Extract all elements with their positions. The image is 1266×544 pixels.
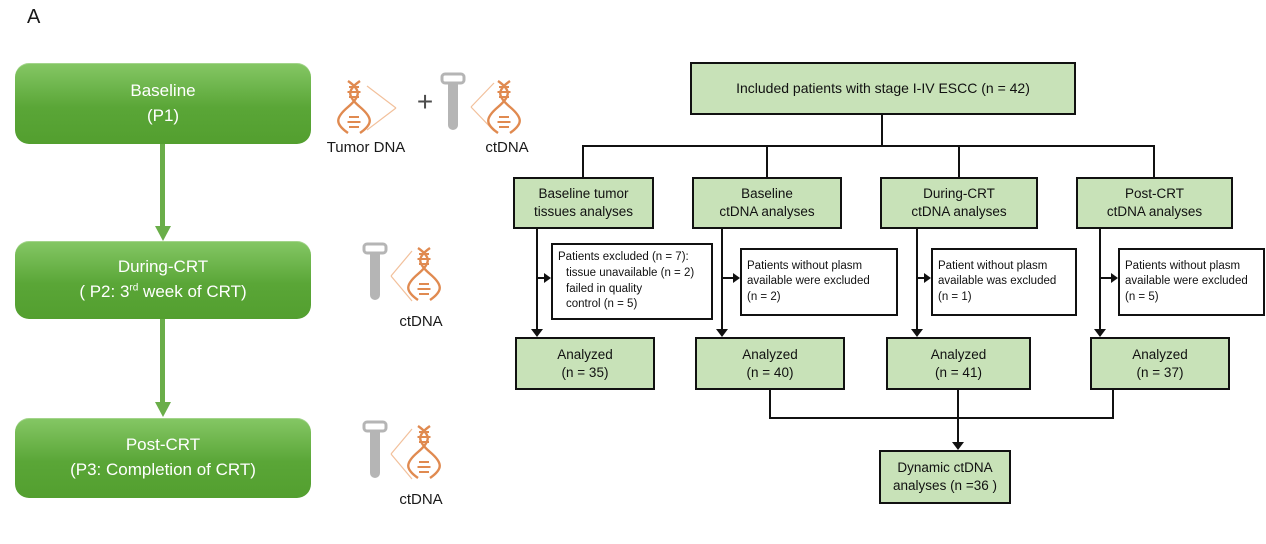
sequencing-fan-lines — [366, 82, 398, 134]
flow-top-box — [690, 62, 1076, 115]
phase-subtitle: (P3: Completion of CRT) — [70, 460, 256, 479]
sample-label-tumor-dna: Tumor DNA — [326, 139, 406, 156]
plus-sign: + — [416, 86, 434, 117]
test-tube-icon — [360, 420, 390, 486]
phase-title: During-CRT — [117, 257, 209, 277]
dna-helix-icon — [412, 246, 436, 302]
branch-header-box — [513, 177, 654, 229]
analyzed-line: (n = 41) — [935, 364, 982, 380]
arrowhead-down — [911, 329, 923, 337]
analyzed-box — [515, 337, 655, 390]
test-tube-icon — [360, 242, 390, 308]
connector-line — [582, 145, 584, 177]
exclusion-box — [1118, 248, 1265, 316]
connector-line — [916, 229, 918, 330]
branch-header-line: Baseline — [741, 186, 793, 202]
analyzed-line: (n = 40) — [746, 364, 794, 380]
sequencing-fan-lines — [390, 248, 414, 304]
branch-header-box — [1076, 177, 1233, 229]
flow-top-box-text: Included patients with stage I-IV ESCC (n = 42) — [736, 80, 1030, 97]
sequencing-fan-lines — [390, 426, 414, 482]
branch-header-line: tissues analyses — [533, 204, 634, 219]
timeline-arrow-shaft — [160, 319, 165, 403]
connector-line — [582, 145, 1155, 147]
dynamic-analyses-line: Dynamic ctDNA — [897, 460, 993, 476]
connector-line — [1153, 145, 1155, 177]
connector-line — [881, 115, 883, 146]
arrowhead-right — [924, 273, 931, 283]
exclusion-line: control (n = 5) — [566, 298, 638, 311]
panel-label: A — [27, 6, 41, 28]
branch-header-line: Baseline tumor — [538, 186, 629, 202]
exclusion-line: Patient without plasm — [938, 259, 1048, 272]
exclusion-line: (n = 2) — [747, 290, 781, 303]
exclusion-line: failed in quality — [566, 282, 643, 295]
connector-line — [1112, 390, 1114, 419]
exclusion-box — [551, 243, 713, 320]
analyzed-line: Analyzed — [557, 346, 613, 362]
analyzed-box — [1090, 337, 1230, 390]
exclusion-line: Patients without plasm — [747, 259, 863, 272]
analyzed-line: (n = 37) — [1136, 364, 1184, 380]
connector-line — [721, 229, 723, 330]
phase-box-post-crt — [15, 418, 311, 498]
analyzed-line: (n = 35) — [561, 364, 609, 380]
exclusion-line: available were excluded — [1125, 275, 1248, 288]
phase-title: Baseline — [130, 80, 196, 100]
timeline-arrow-head — [155, 226, 171, 241]
dna-helix-icon — [492, 79, 516, 135]
analyzed-box — [695, 337, 845, 390]
dynamic-analyses-line: analyses (n =36 ) — [893, 478, 997, 493]
connector-line — [957, 390, 959, 442]
branch-header-line: ctDNA analyses — [911, 204, 1007, 219]
exclusion-box — [740, 248, 898, 316]
connector-line — [769, 390, 771, 419]
timeline-arrow-shaft — [160, 144, 165, 227]
phase-title: Post-CRT — [125, 435, 201, 455]
connector-line — [769, 417, 1114, 419]
phase-box-during-crt — [15, 241, 311, 319]
branch-header-box — [692, 177, 842, 229]
analyzed-line: Analyzed — [1132, 346, 1188, 362]
connector-line — [958, 145, 960, 177]
exclusion-line: (n = 5) — [1125, 290, 1159, 303]
timeline-arrow-head — [155, 402, 171, 417]
dynamic-analyses-box — [879, 450, 1011, 504]
arrowhead-down — [1094, 329, 1106, 337]
connector-line — [766, 145, 768, 177]
sample-label-ctdna: ctDNA — [485, 139, 529, 156]
exclusion-line: available was excluded — [938, 275, 1057, 288]
exclusion-line: (n = 1) — [938, 290, 972, 303]
phase-box-baseline — [15, 63, 311, 144]
arrowhead-down — [952, 442, 964, 450]
exclusion-line: available were excluded — [747, 275, 870, 288]
test-tube-icon — [438, 72, 468, 138]
phase-subtitle: (P1) — [146, 105, 180, 125]
branch-header-box — [880, 177, 1038, 229]
exclusion-line: Patients without plasm — [1125, 259, 1241, 272]
sample-label-ctdna: ctDNA — [399, 491, 443, 508]
analyzed-box — [886, 337, 1031, 390]
branch-header-line: During-CRT — [923, 186, 995, 202]
exclusion-line: Patients excluded (n = 7): — [558, 251, 689, 264]
dna-helix-icon — [412, 424, 436, 480]
arrowhead-right — [1111, 273, 1118, 283]
exclusion-box — [931, 248, 1077, 316]
branch-header-line: ctDNA analyses — [719, 204, 815, 219]
connector-line — [536, 229, 538, 330]
exclusion-line: tissue unavailable (n = 2) — [566, 266, 695, 279]
branch-header-line: ctDNA analyses — [1106, 204, 1203, 219]
analyzed-line: Analyzed — [742, 346, 798, 362]
sample-label-ctdna: ctDNA — [399, 313, 443, 330]
arrowhead-down — [531, 329, 543, 337]
connector-line — [1099, 229, 1101, 330]
analyzed-line: Analyzed — [930, 346, 987, 362]
dna-helix-icon — [342, 79, 366, 135]
arrowhead-down — [716, 329, 728, 337]
branch-header-line: Post-CRT — [1124, 186, 1184, 202]
arrowhead-right — [544, 273, 551, 283]
phase-subtitle: ( P2: 3rd week of CRT) — [79, 282, 247, 301]
arrowhead-right — [733, 273, 740, 283]
